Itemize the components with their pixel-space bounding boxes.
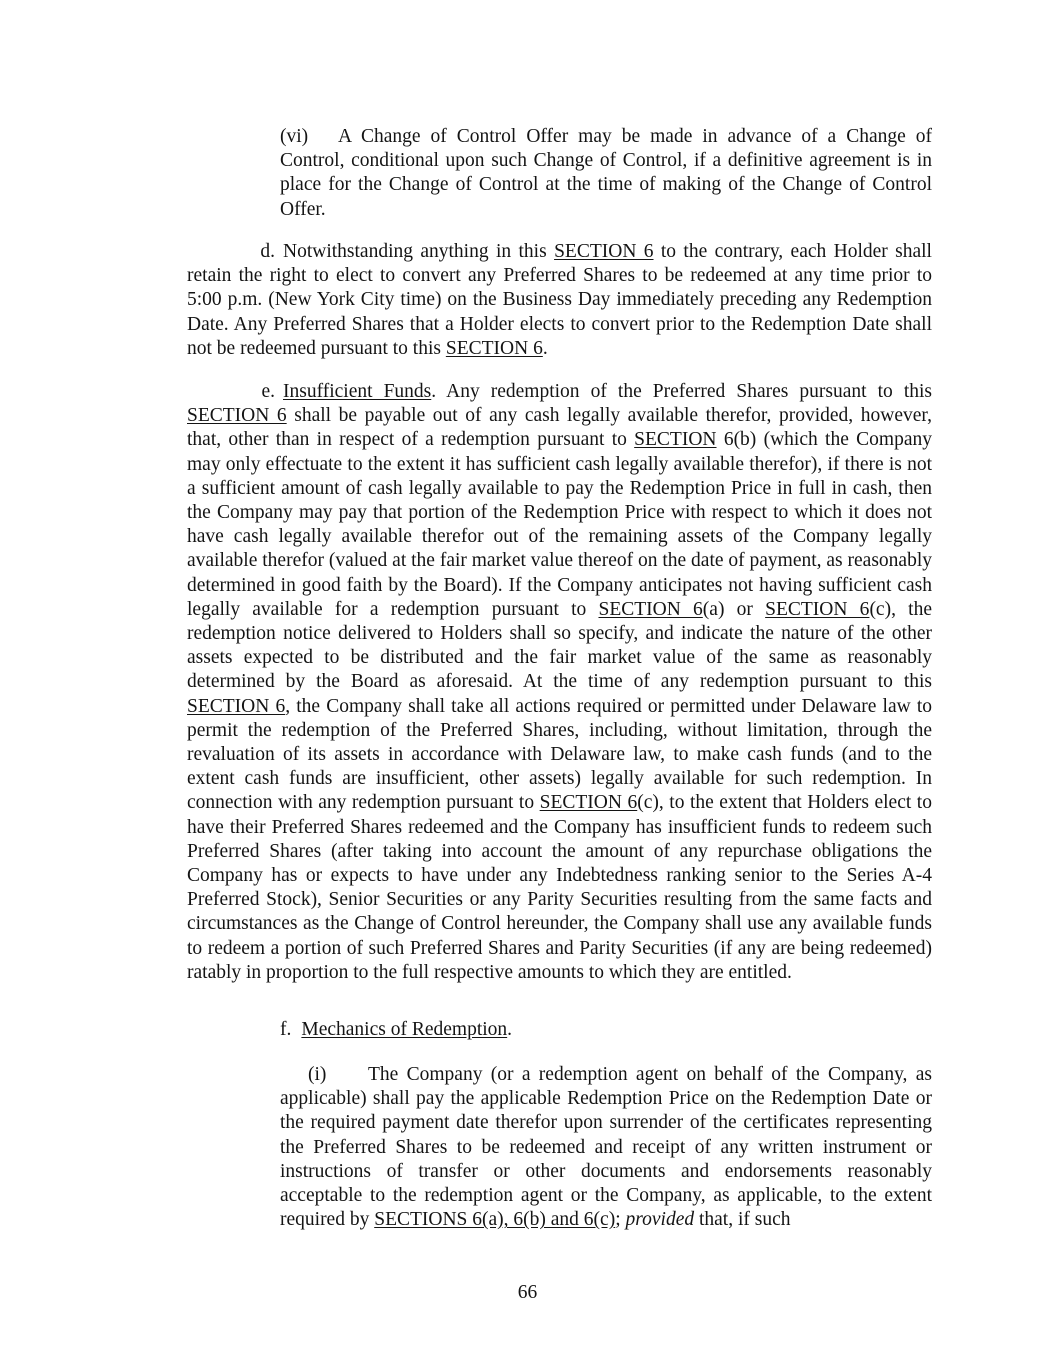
paragraph-f-i xyxy=(280,1063,932,1232)
clause-text: . Any redemption of the Preferred Shares pursuant to this xyxy=(431,381,932,402)
section-reference: SECTION 6 xyxy=(539,792,638,814)
clause-label-d: d. xyxy=(260,241,275,262)
clause-heading-mechanics-of-redemption: Mechanics of Redemption xyxy=(301,1019,508,1040)
page-number: 66 xyxy=(517,1282,538,1303)
paragraph-vi xyxy=(280,125,932,222)
clause-heading-insufficient-funds: Insufficient Funds xyxy=(283,381,432,402)
clause-text: (a) or xyxy=(702,598,766,620)
clause-text: (c), the redemption notice delivered to Holders shall so specify, and indicate the nature of the other assets expected to be distributed and the fair market value of the same as reasonably determined by the Board as aforesaid. At the time of any redemption pursuant to this xyxy=(187,598,932,693)
clause-label-i: (i) xyxy=(308,1064,327,1085)
clause-label-e: e. xyxy=(261,381,275,402)
clause-text: The Company (or a redemption agent on behalf of the Company, as applicable) shall pay the applicable Redemption Price on the Redemption Date or the required payment date therefor upon surrender of the certificates representing the Preferred Shares to be redeemed and receipt of any written instrument or instructions of transfer or other documents and endorsements reasonably acceptable to the redemption agent or the Company, as applicable, to the extent required by xyxy=(280,1064,932,1231)
clause-text: that, if such xyxy=(694,1209,791,1231)
paragraph-f xyxy=(280,1018,932,1042)
section-reference: SECTION xyxy=(634,429,717,451)
section-reference: SECTION 6 xyxy=(554,241,654,262)
section-reference: SECTION 6 xyxy=(187,695,286,717)
paragraph-d xyxy=(187,240,932,361)
clause-text: Notwithstanding anything in this xyxy=(283,241,555,262)
paragraph-e xyxy=(187,380,932,985)
clause-text: 6(b) (which the Company may only effectuate to the extent it has sufficient cash legally available therefor), if there is not a sufficient amount of cash legally available to pay the Redemption Price in full in cash, then the Company may pay that portion of the Redemption Price with respect to which it does not have cash legally available therefor out of the remaining assets of the Company legally available therefor (valued at the fair market value thereof on the date of payment, as reasonably determined in good faith by the Board). If the Company anticipates not having sufficient cash legally available for a redemption pursuant to xyxy=(187,429,932,620)
clause-italic-provided: provided xyxy=(625,1209,695,1231)
section-reference: SECTIONS 6(a), 6(b) and 6(c) xyxy=(374,1209,616,1231)
clause-label-f: f. xyxy=(280,1019,292,1040)
clause-text-vi: A Change of Control Offer may be made in advance of a Change of Control, conditional upon such Change of Control, if a definitive agreement is in place for the Change of Control at the time of making of the Change of Control Offer. xyxy=(280,126,932,220)
section-reference: SECTION 6 xyxy=(445,337,543,359)
clause-text: shall be payable out of any cash legally available therefor, provided, however, that, other than in respect of a redemption pursuant to xyxy=(187,405,932,451)
clause-text: . xyxy=(507,1019,513,1040)
clause-text: (c), to the extent that Holders elect to have their Preferred Shares redeemed and the Company has insufficient funds to redeem such Preferred Shares (after taking into account the amount of any repurchase obligations the Company has or expects to have under any Indebtedness ranking senior to the Series A-4 Preferred Stock), Senior Securities or any Parity Securities resulting from the same facts and circumstances as the Change of Control hereunder, the Company shall use any available funds to redeem a portion of such Preferred Shares and Parity Securities (if any are being redeemed) ratably in proportion to the full respective amounts to which they are entitled. xyxy=(187,792,932,983)
clause-label-vi: (vi) xyxy=(280,126,309,147)
clause-text: . xyxy=(542,337,548,359)
clause-text: ; xyxy=(615,1209,626,1231)
section-reference: SECTION 6 xyxy=(187,405,287,427)
section-reference: SECTION 6 xyxy=(765,598,870,620)
section-reference: SECTION 6 xyxy=(598,598,703,620)
clause-text: to the contrary, each Holder shall retain the right to elect to convert any Preferred Shares to be redeemed at any time prior to 5:00 p.m. (New York City time) on the Business Day immediately preceding any Redemption Date. Any Preferred Shares that a Holder elects to convert prior to the Redemption Date shall not be redeemed pursuant to this xyxy=(187,241,932,359)
clause-text: , the Company shall take all actions required or permitted under Delaware law to permit the redemption of the Preferred Shares, including, without limitation, through the revaluation of its assets in accordance with Delaware law, to make cash funds (and to the extent cash funds are insufficient, other assets) legally available for such redemption. In connection with any redemption pursuant to xyxy=(187,695,932,814)
